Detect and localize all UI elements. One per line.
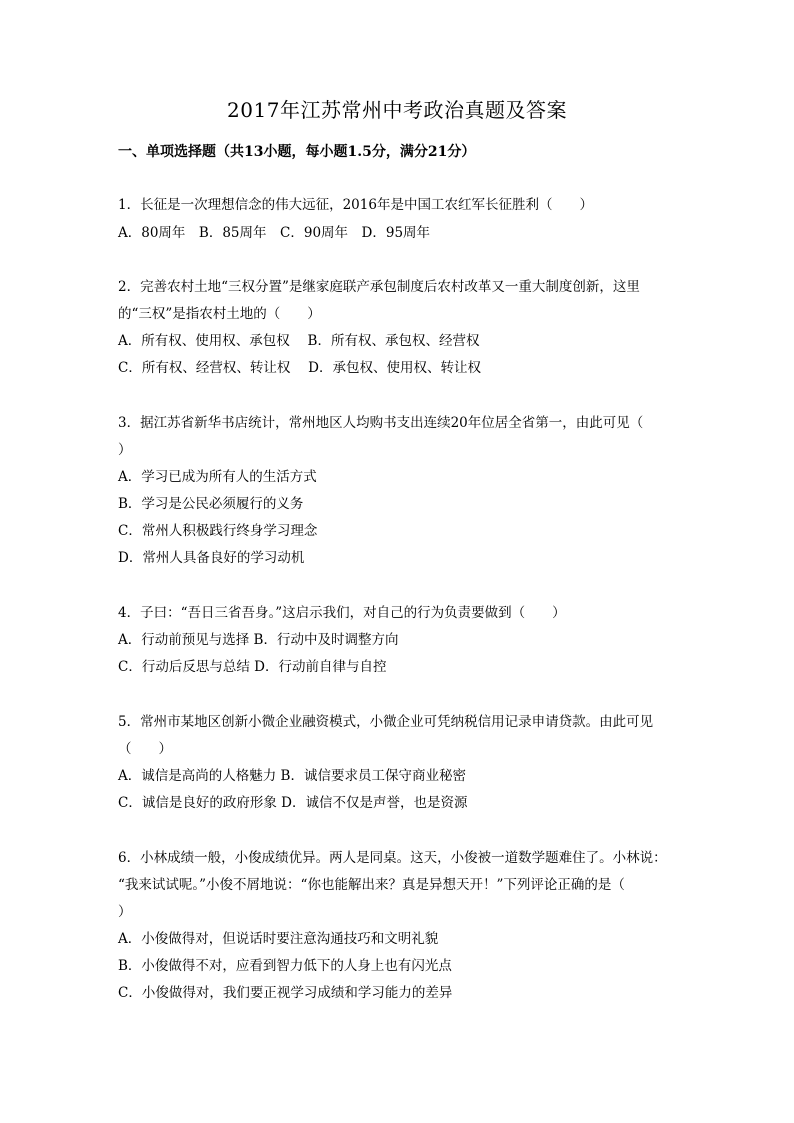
question-4-options-ab: A．行动前预见与选择 B．行动中及时调整方向 [118, 632, 399, 648]
question-6-option-c: C．小俊做得对，我们要正视学习成绩和学习能力的差异 [118, 985, 453, 1001]
page-title: 2017年江苏常州中考政治真题及答案 [227, 98, 567, 122]
question-5-stem-line-2: （ ） [118, 741, 172, 757]
question-3-option-c: C．常州人积极践行终身学习理念 [118, 523, 318, 539]
question-3-stem-line-1: 3．据江苏省新华书店统计，常州地区人均购书支出连续20年位居全省第一，由此可见（ [118, 415, 644, 431]
question-6-option-a: A．小俊做得对，但说话时要注意沟通技巧和文明礼貌 [118, 931, 439, 947]
question-6-stem-line-3: ） [118, 904, 132, 920]
question-5-options-cd: C．诚信是良好的政府形象 D．诚信不仅是声誉，也是资源 [118, 795, 468, 811]
question-2-options-cd: C．所有权、经营权、转让权 D．承包权、使用权、转让权 [118, 360, 481, 376]
question-3-stem-line-2: ） [118, 442, 132, 458]
section-heading: 一、单项选择题（共13小题，每小题1.5分，满分21分） [118, 144, 476, 160]
question-1-stem: 1．长征是一次理想信念的伟大远征，2016年是中国工农红军长征胜利（ ） [118, 197, 593, 213]
question-3-option-b: B．学习是公民必须履行的义务 [118, 496, 304, 512]
question-5-options-ab: A．诚信是高尚的人格魅力 B．诚信要求员工保守商业秘密 [118, 768, 466, 784]
question-6-option-b: B．小俊做得不对，应看到智力低下的人身上也有闪光点 [118, 958, 452, 974]
question-3-option-d: D．常州人具备良好的学习动机 [118, 550, 305, 566]
question-2-stem-line-2: 的“三权”是指农村土地的（ ） [118, 306, 321, 322]
question-5-stem-line-1: 5．常州市某地区创新小微企业融资模式，小微企业可凭纳税信用记录申请贷款。由此可见 [118, 714, 654, 730]
question-6-stem-line-1: 6．小林成绩一般，小俊成绩优异。两人是同桌。这天，小俊被一道数学题难住了。小林说： [118, 850, 667, 866]
question-1-options: A．80周年 B．85周年 C．90周年 D．95周年 [118, 225, 431, 241]
question-2-options-ab: A．所有权、使用权、承包权 B．所有权、承包权、经营权 [118, 333, 480, 349]
question-4-stem: 4．子曰：“吾日三省吾身。”这启示我们，对自己的行为负责要做到（ ） [118, 605, 566, 621]
question-2-stem-line-1: 2．完善农村土地“三权分置”是继家庭联产承包制度后农村改革又一重大制度创新，这里 [118, 279, 640, 295]
question-3-option-a: A．学习已成为所有人的生活方式 [118, 469, 317, 485]
question-4-options-cd: C．行动后反思与总结 D．行动前自律与自控 [118, 659, 387, 675]
question-6-stem-line-2: “我来试试呢。”小俊不屑地说：“你也能解出来？真是异想天开！”下列评论正确的是（ [118, 877, 625, 893]
